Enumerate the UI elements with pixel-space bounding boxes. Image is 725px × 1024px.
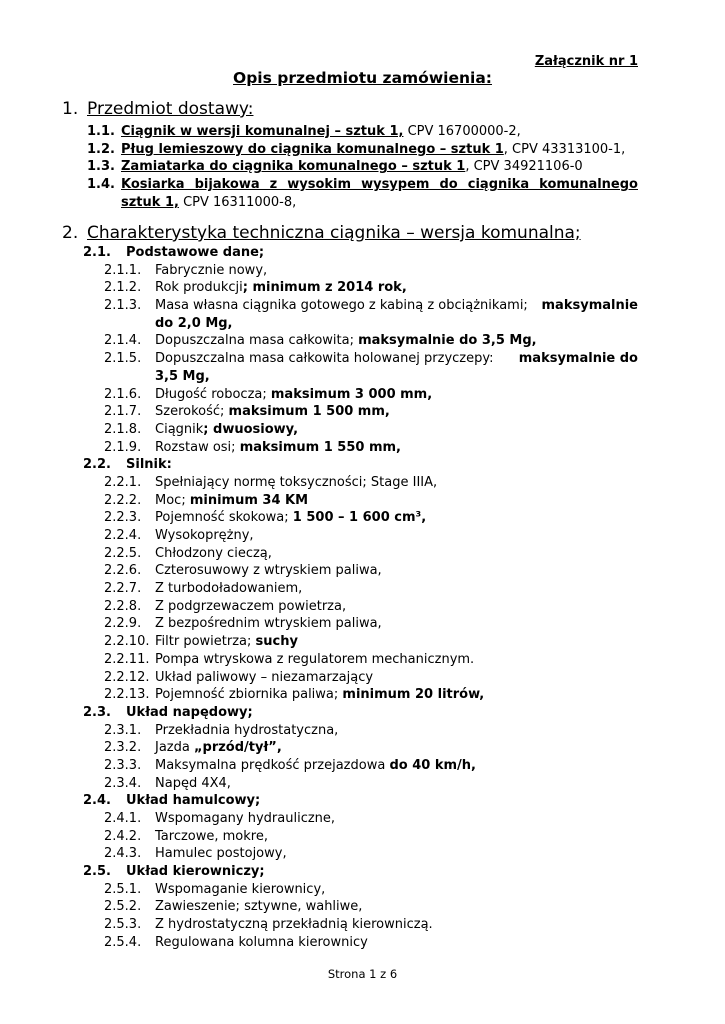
item-text: Zawieszenie; sztywne, wahliwe,: [155, 899, 363, 915]
item-number: 2.3.2.: [104, 740, 142, 756]
item-number: 2.2.9.: [104, 616, 142, 632]
item-number: 2.4.2.: [104, 828, 142, 844]
list-item: [0, 123, 725, 141]
item-number: 2.3.4.: [104, 775, 142, 791]
item-number: 2.1.1.: [104, 262, 142, 278]
item-text: [155, 633, 298, 651]
item-number: 2.2.13.: [104, 687, 150, 703]
item-text: Wspomaganie kierownicy,: [155, 881, 326, 897]
list-item: [0, 828, 725, 846]
item-text: [121, 194, 296, 212]
item-number: 1.1.: [87, 124, 115, 139]
item-text: [121, 158, 583, 176]
item-number: 1.3.: [87, 159, 115, 175]
list-item: [0, 633, 725, 651]
section-1-heading: [62, 101, 253, 119]
item-number: 2.3.1.: [104, 722, 142, 738]
item-text: Pompa wtryskowa z regulatorem mechanicznym.: [155, 651, 475, 667]
item-text: [155, 403, 390, 421]
item-text: maksimum 1 550 mm,: [239, 439, 401, 455]
item-text: do 40 km/h,: [389, 757, 476, 773]
section-2-list: [0, 244, 725, 952]
item-text: [121, 123, 521, 141]
item-number: 1.2.: [87, 141, 115, 157]
list-item: [0, 141, 725, 159]
list-item: [0, 739, 725, 757]
item-text: [155, 686, 484, 704]
item-text: Hamulec postojowy,: [155, 846, 287, 862]
item-text: suchy: [255, 634, 298, 650]
item-text: maksymalnie do 3,5 Mg,: [358, 333, 537, 349]
item-text: Jazda: [155, 740, 194, 756]
item-text: [155, 757, 476, 775]
item-text: Układ hamulcowy;: [126, 793, 261, 809]
item-number: 2.2.12.: [104, 669, 150, 685]
item-text: Chłodzony cieczą,: [155, 545, 272, 561]
item-text: Dopuszczalna masa całkowita holowanej przyczepy:: [155, 351, 494, 367]
section-number: 1.: [62, 99, 79, 119]
item-text: , CPV 43313100-1,: [503, 141, 626, 157]
item-text: Dopuszczalna masa całkowita;: [155, 333, 359, 349]
item-number: 1.4.: [87, 177, 115, 193]
item-text: Ciągnik: [155, 421, 204, 437]
item-text: Układ kierowniczy;: [126, 864, 265, 880]
list-item: [0, 934, 725, 952]
item-number: 2.2.4.: [104, 528, 142, 543]
item-number: 2.5.2.: [104, 899, 142, 915]
list-item: [0, 757, 725, 775]
item-text: [155, 739, 282, 757]
item-text: CPV 16700000-2,: [403, 124, 521, 139]
item-text: Rozstaw osi;: [155, 439, 240, 455]
item-text: [121, 141, 625, 159]
list-item: [0, 722, 725, 740]
item-text: maksymalnie: [541, 298, 638, 314]
item-text: [155, 492, 308, 510]
item-text: Podstawowe dane;: [126, 245, 265, 260]
item-text: Spełniający normę toksyczności; Stage IIIA,: [155, 474, 438, 490]
item-text: Długość robocza;: [155, 386, 271, 402]
subsection-heading: [0, 704, 725, 722]
item-number: 2.1.7.: [104, 404, 142, 420]
section-1-list: [0, 123, 725, 211]
item-text: Masa własna ciągnika gotowego z kabiną z obciążnikami;: [155, 298, 528, 314]
item-text: Z podgrzewaczem powietrza,: [155, 598, 347, 614]
list-item: [0, 615, 725, 633]
item-text: Wysokoprężny,: [155, 528, 254, 543]
item-text: [155, 421, 298, 439]
list-item: [0, 545, 725, 563]
item-number: 2.2.2.: [104, 492, 142, 508]
list-item-continuation: [0, 194, 725, 212]
item-number: 2.1.5.: [104, 351, 142, 367]
list-item: [0, 386, 725, 404]
list-item: [0, 158, 725, 176]
list-item: [0, 580, 725, 598]
list-item: [0, 775, 725, 793]
item-text: Napęd 4X4,: [155, 775, 231, 791]
item-text: Regulowana kolumna kierownicy: [155, 934, 368, 950]
item-text: minimum 34 KM: [189, 492, 309, 508]
item-text: Wspomagany hydrauliczne,: [155, 811, 336, 826]
item-number: 2.1.6.: [104, 386, 142, 402]
item-number: 2.4.: [83, 793, 111, 809]
item-number: 2.2.1.: [104, 474, 142, 490]
item-number: 2.2.3.: [104, 510, 142, 526]
item-text: , CPV 34921106-0: [465, 159, 583, 175]
item-text: Tarczowe, mokre,: [155, 828, 268, 844]
subsection-heading: [0, 792, 725, 810]
item-text: [155, 332, 537, 350]
item-text: Czterosuwowy z wtryskiem paliwa,: [155, 563, 382, 579]
section-2-heading: [62, 225, 581, 243]
list-item: [0, 492, 725, 510]
list-item: [0, 297, 725, 315]
item-text: [155, 509, 426, 527]
list-item-continuation: [0, 315, 725, 333]
item-number: 2.2.10.: [104, 634, 150, 650]
list-item: [0, 262, 725, 280]
item-text: [155, 386, 432, 404]
item-number: 2.3.: [83, 704, 111, 720]
item-text: Ciągnik w wersji komunalnej – sztuk 1,: [121, 124, 404, 139]
item-number: 2.2.: [83, 457, 111, 473]
item-number: 2.1.3.: [104, 298, 142, 314]
item-text: [155, 279, 407, 297]
item-text: Układ napędowy;: [126, 704, 253, 720]
item-text: minimum 20 litrów,: [342, 687, 485, 703]
list-item: [0, 176, 725, 194]
list-item: [0, 669, 725, 687]
list-item: [0, 509, 725, 527]
item-number: 2.2.5.: [104, 545, 142, 561]
item-text: maksimum 3 000 mm,: [270, 386, 433, 402]
item-text: Pług lemieszowy do ciągnika komunalnego – sztuk 1: [121, 141, 504, 157]
item-text: ; minimum z 2014 rok,: [242, 280, 407, 296]
item-text: Zamiatarka do ciągnika komunalnego – sztuk 1: [121, 159, 466, 175]
item-text: Z bezpośrednim wtryskiem paliwa,: [155, 616, 382, 632]
list-item: [0, 651, 725, 669]
subsection-heading: [0, 456, 725, 474]
item-number: 2.1.2.: [104, 280, 142, 296]
item-text: maksymalnie do: [518, 351, 638, 367]
item-text: do 2,0 Mg,: [155, 315, 233, 331]
list-item: [0, 527, 725, 545]
list-item: [0, 845, 725, 863]
list-item: [0, 439, 725, 457]
item-text: Przekładnia hydrostatyczna,: [155, 722, 339, 738]
item-number: 2.1.8.: [104, 421, 142, 437]
item-number: 2.2.6.: [104, 563, 142, 579]
list-item: [0, 686, 725, 704]
item-text: Filtr powietrza;: [155, 634, 256, 650]
page-title: Opis przedmiotu zamówienia:: [233, 69, 492, 87]
item-text: Silnik:: [126, 457, 172, 473]
list-item: [0, 350, 725, 368]
item-text: CPV 16311000-8,: [178, 194, 297, 210]
item-text: ; dwuosiowy,: [203, 421, 299, 437]
item-number: 2.1.9.: [104, 439, 142, 455]
item-text: Pojemność skokowa;: [155, 510, 293, 526]
item-number: 2.4.3.: [104, 846, 142, 862]
item-number: 2.5.4.: [104, 934, 142, 950]
item-text: maksimum 1 500 mm,: [228, 404, 390, 420]
item-text: Szerokość;: [155, 404, 229, 420]
section-title: Charakterystyka techniczna ciągnika – wersja komunalna;: [87, 223, 581, 243]
item-number: 2.2.8.: [104, 598, 142, 614]
annex-label: Załącznik nr 1: [534, 54, 638, 69]
item-number: 2.4.1.: [104, 811, 142, 826]
list-item: [0, 562, 725, 580]
list-item: [0, 403, 725, 421]
subsection-heading: [0, 863, 725, 881]
item-text: Kosiarka bijakowa z wysokim wysypem do ciągnika komunalnego: [121, 177, 638, 193]
list-item-continuation: [0, 368, 725, 386]
item-text: Z turbodoładowaniem,: [155, 581, 303, 597]
list-item: [0, 421, 725, 439]
section-title: Przedmiot dostawy:: [87, 99, 254, 119]
page-footer: Strona 1 z 6: [327, 967, 398, 981]
item-number: 2.3.3.: [104, 757, 142, 773]
item-text: Z hydrostatyczną przekładnią kierowniczą.: [155, 917, 433, 933]
list-item: [0, 810, 725, 828]
list-item: [0, 332, 725, 350]
item-text: „przód/tył”,: [193, 740, 282, 756]
item-text: Układ paliwowy – niezamarzający: [155, 669, 374, 685]
item-number: 2.1.: [83, 245, 111, 260]
item-number: 2.2.7.: [104, 581, 142, 597]
list-item: [0, 898, 725, 916]
item-text: Moc;: [155, 492, 190, 508]
list-item: [0, 881, 725, 899]
item-number: 2.2.11.: [104, 651, 150, 667]
item-text: Maksymalna prędkość przejazdowa: [155, 757, 390, 773]
subsection-heading: [0, 244, 725, 262]
item-text: Pojemność zbiornika paliwa;: [155, 687, 343, 703]
item-text: Fabrycznie nowy,: [155, 262, 268, 278]
item-number: 2.5.3.: [104, 917, 142, 933]
item-text: 3,5 Mg,: [155, 368, 210, 384]
list-item: [0, 279, 725, 297]
item-text: sztuk 1,: [121, 194, 179, 210]
list-item: [0, 598, 725, 616]
list-item: [0, 916, 725, 934]
item-number: 2.5.1.: [104, 881, 142, 897]
item-number: 2.5.: [83, 864, 111, 880]
item-text: [155, 439, 401, 457]
section-number: 2.: [62, 223, 79, 243]
item-text: 1 500 – 1 600 cm³,: [292, 510, 427, 526]
list-item: [0, 474, 725, 492]
item-text: Rok produkcji: [155, 280, 243, 296]
item-number: 2.1.4.: [104, 333, 142, 349]
